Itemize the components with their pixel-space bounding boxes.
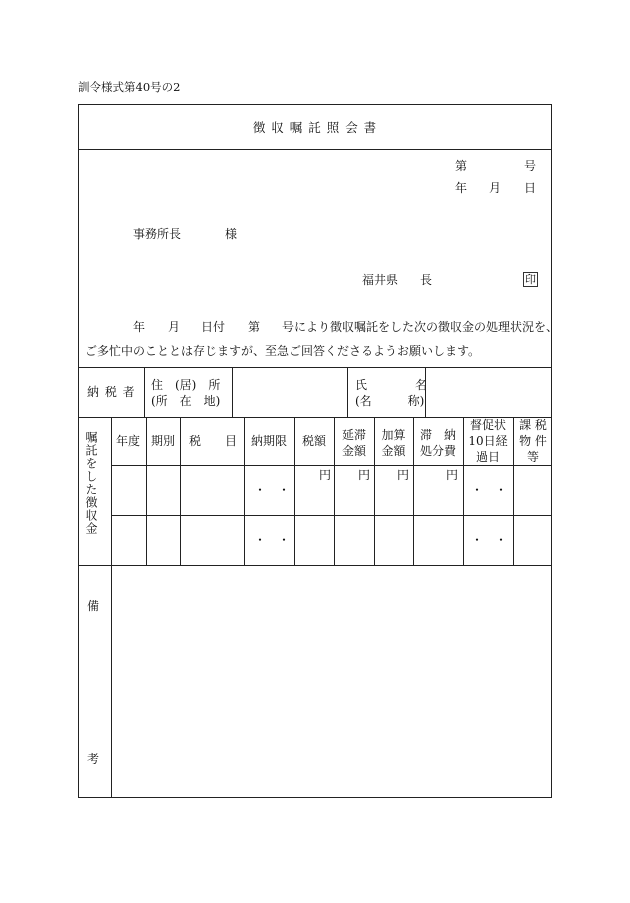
addressee-honorific: 様	[225, 227, 238, 241]
divider	[425, 367, 426, 417]
yen-unit: 円	[397, 468, 410, 482]
header-fiscal-year: 年度	[116, 434, 141, 448]
body-year: 年	[133, 320, 146, 334]
remarks-label-bottom: 考	[87, 752, 100, 766]
divider	[144, 367, 145, 417]
divider	[294, 417, 295, 565]
yen-unit: 円	[358, 468, 371, 482]
header-late-fee-1: 延滞	[341, 428, 366, 442]
doc-date-year: 年	[455, 181, 468, 195]
body-no-prefix: 第	[248, 320, 261, 334]
due-date-dots: ・ ・	[254, 483, 291, 497]
header-object-2: 物 件	[519, 434, 547, 448]
sender-title: 長	[420, 273, 433, 287]
divider	[79, 367, 551, 368]
header-demand-3: 過日	[475, 450, 500, 464]
divider	[111, 465, 551, 466]
header-demand-notice	[463, 417, 513, 465]
header-added-tax	[374, 427, 413, 459]
body-line1-rest: 号により徴収嘱託をした次の徴収金の処理状況を、	[282, 320, 559, 334]
header-tax-item: 税 目	[189, 434, 238, 448]
header-delinq-2: 処分費	[419, 444, 456, 458]
yen-unit: 円	[446, 468, 459, 482]
header-taxable-object	[513, 417, 553, 465]
name-label-2: (名 称)	[355, 394, 425, 408]
seal-mark: 印	[525, 273, 536, 286]
divider	[244, 417, 245, 565]
body-day-ref: 日付	[201, 320, 226, 334]
address-label-1: 住 (居) 所	[151, 378, 221, 392]
header-object-3: 等	[526, 450, 539, 464]
body-month: 月	[168, 320, 181, 334]
divider	[111, 515, 551, 516]
taxpayer-label: 納 税 者	[87, 385, 136, 399]
address-label-2: (所 在 地)	[151, 394, 221, 408]
addressee-name: 事務所長	[133, 227, 182, 241]
doc-date-month: 月	[489, 181, 502, 195]
divider	[232, 367, 233, 417]
header-tax-amount: 税額	[302, 434, 327, 448]
header-added-tax-1: 加算	[381, 428, 406, 442]
remarks-label-top: 備	[87, 599, 100, 613]
header-delinquency-cost	[413, 427, 463, 459]
divider	[347, 367, 348, 417]
header-demand-1: 督促状	[469, 418, 506, 432]
sender-org: 福井県	[362, 273, 399, 287]
table-side-label: 嘱託をした徴収金	[84, 431, 98, 535]
header-late-fee-2: 金額	[341, 444, 366, 458]
name-label-1: 氏 名	[355, 378, 428, 392]
header-period: 期別	[151, 434, 176, 448]
doc-number-suffix: 号	[524, 159, 537, 173]
divider	[111, 417, 112, 798]
due-date-dots: ・ ・	[254, 533, 291, 547]
header-delinq-1: 滞 納	[419, 428, 456, 442]
demand-date-dots: ・ ・	[471, 483, 508, 497]
header-demand-2: 10日経	[468, 434, 508, 448]
divider	[180, 417, 181, 565]
divider	[79, 565, 551, 566]
form-frame	[78, 104, 559, 798]
header-late-fee	[334, 427, 374, 459]
header-object-1: 課 税	[519, 418, 547, 432]
header-due-date: 納期限	[251, 434, 288, 448]
page-title: 徴 収 嘱 託 照 会 書	[252, 120, 378, 135]
divider	[79, 149, 551, 150]
yen-unit: 円	[319, 468, 332, 482]
divider	[146, 417, 147, 565]
demand-date-dots: ・ ・	[471, 533, 508, 547]
form-number: 訓令様式第40号の2	[78, 80, 181, 94]
doc-number-prefix: 第	[455, 159, 468, 173]
doc-date-day: 日	[524, 181, 537, 195]
body-line2: ご多忙中のこととは存じますが、至急ご回答くださるようお願いします。	[85, 344, 481, 358]
header-added-tax-2: 金額	[381, 444, 406, 458]
